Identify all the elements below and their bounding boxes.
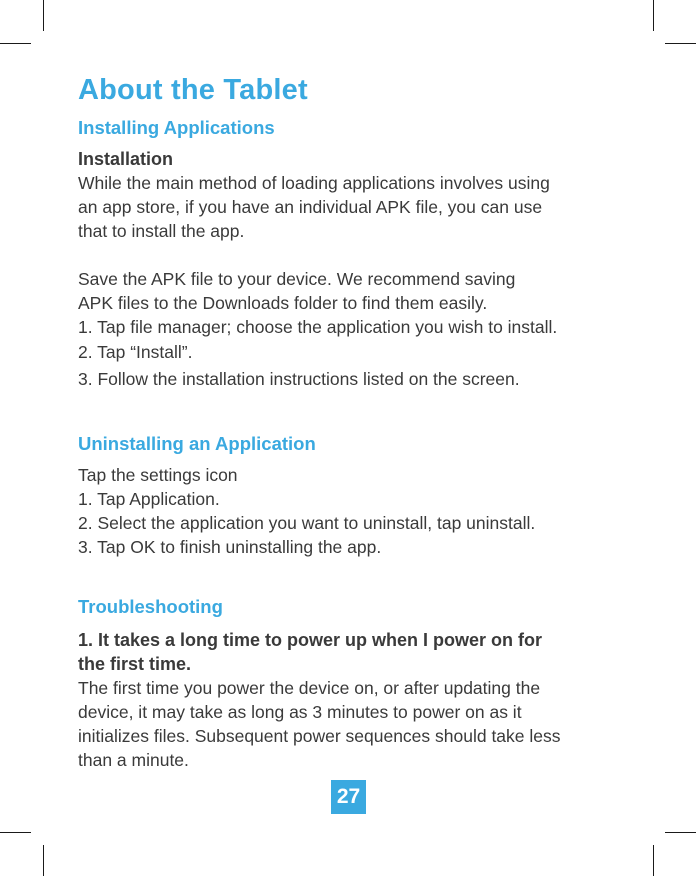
installation-save-tip: Save the APK file to your device. We recommend saving APK files to the Downloads folder to find them easily.	[78, 269, 516, 313]
installation-subheading: Installation	[78, 149, 174, 169]
crop-mark-bottom-right-horizontal	[665, 832, 696, 833]
crop-mark-bottom-right-vertical	[653, 845, 654, 876]
page-title: About the Tablet	[78, 74, 308, 106]
crop-mark-top-right-horizontal	[665, 43, 696, 44]
page-content	[78, 70, 638, 772]
troubleshooting-heading: Troubleshooting	[78, 596, 223, 617]
page-number-badge: 27	[331, 780, 366, 814]
list-item: 3. Tap OK to finish uninstalling the app.	[78, 537, 382, 557]
troubleshooting-answer: The first time you power the device on, or after updating the device, it may take as long as 3 minutes to power on as it initializes files. Subsequent power sequences should take less than a minute.	[78, 678, 561, 770]
installing-heading: Installing Applications	[78, 117, 275, 138]
crop-mark-top-right-vertical	[653, 0, 654, 31]
list-item: 2. Tap “Install”.	[78, 342, 193, 362]
list-item: 3. Follow the installation instructions listed on the screen.	[78, 369, 520, 389]
installation-steps	[78, 315, 638, 391]
crop-mark-top-left-horizontal	[0, 43, 31, 44]
list-item: 1. Tap file manager; choose the application you wish to install.	[78, 317, 558, 337]
crop-mark-bottom-left-horizontal	[0, 832, 31, 833]
installation-intro: While the main method of loading applications involves using an app store, if you have an individual APK file, you can use that to install the app.	[78, 173, 550, 241]
list-item: 2. Select the application you want to uninstall, tap uninstall.	[78, 513, 536, 533]
uninstalling-intro: Tap the settings icon	[78, 465, 238, 485]
list-item: 1. Tap Application.	[78, 489, 220, 509]
uninstalling-steps	[78, 487, 638, 559]
crop-mark-bottom-left-vertical	[43, 845, 44, 876]
troubleshooting-question: 1. It takes a long time to power up when I power on for the first time.	[78, 630, 543, 674]
uninstalling-heading: Uninstalling an Application	[78, 433, 316, 454]
crop-mark-top-left-vertical	[43, 0, 44, 31]
